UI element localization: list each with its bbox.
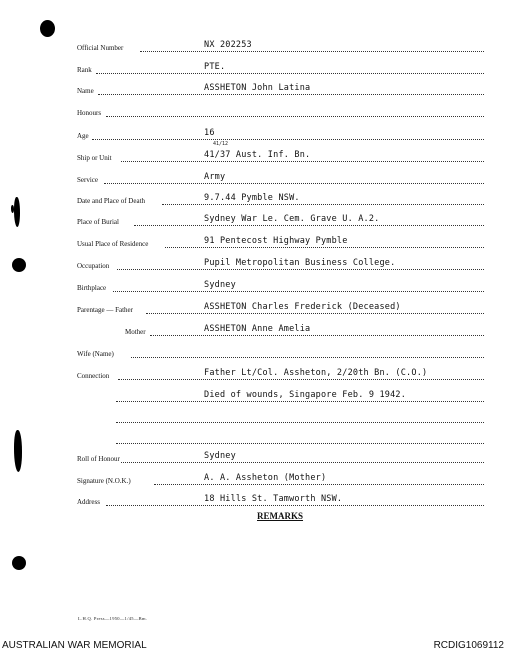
ship-or-unit-row	[0, 141, 508, 164]
ship-or-unit-value: 41/37 Aust. Inf. Bn.	[204, 150, 311, 160]
service-label: Service	[77, 176, 98, 184]
mother-label: Mother	[125, 328, 146, 336]
occupation-label: Occupation	[77, 262, 110, 270]
birthplace-label: Birthplace	[77, 284, 107, 292]
father-row	[0, 300, 508, 316]
official-number-label: Official Number	[77, 44, 124, 52]
printer-imprint: L.H.Q. Press—1950—1/45—Bm.	[78, 616, 148, 621]
wife-row	[0, 344, 508, 360]
age-label: Age	[77, 132, 89, 140]
signature-row	[0, 471, 508, 487]
date-place-death-value: 9.7.44 Pymble NSW.	[204, 193, 300, 203]
record-id: RCDIG1069112	[433, 640, 504, 651]
connection-value: Father Lt/Col. Assheton, 2/20th Bn. (C.O.)	[204, 368, 428, 378]
place-of-burial-row	[0, 212, 508, 228]
connection-row	[0, 366, 508, 382]
roll-of-honour-row	[0, 449, 508, 465]
occupation-row	[0, 256, 508, 272]
archive-footer	[0, 638, 508, 654]
service-row	[0, 170, 508, 186]
age-value: 16	[204, 128, 215, 138]
remarks-heading: REMARKS	[257, 511, 304, 521]
address-row	[0, 492, 508, 508]
ship-or-unit-label: Ship or Unit	[77, 154, 112, 162]
date-place-death-row	[0, 191, 508, 207]
archive-name: AUSTRALIAN WAR MEMORIAL	[2, 640, 147, 651]
date-place-death-label: Date and Place of Death	[77, 197, 146, 205]
connection-value-2: Died of wounds, Singapore Feb. 9 1942.	[204, 390, 407, 400]
father-value: ASSHETON Charles Frederick (Deceased)	[204, 302, 401, 312]
mother-value: ASSHETON Anne Amelia	[204, 324, 311, 334]
roll-of-honour-label: Roll of Honour	[77, 455, 120, 463]
usual-residence-label: Usual Place of Residence	[77, 240, 149, 248]
address-value: 18 Hills St. Tamworth NSW.	[204, 494, 343, 504]
connection-row-4	[0, 430, 508, 446]
father-label: Parentage — Father	[77, 306, 133, 314]
signature-value: A. A. Assheton (Mother)	[204, 473, 327, 483]
place-of-burial-value: Sydney War Le. Cem. Grave U. A.2.	[204, 214, 380, 224]
mother-row	[0, 322, 508, 338]
punch-hole-top	[40, 20, 55, 37]
honours-row	[0, 103, 508, 119]
rank-value: PTE.	[204, 62, 226, 72]
connection-row-3	[0, 409, 508, 425]
name-row	[0, 81, 508, 97]
age-row	[0, 126, 508, 142]
birthplace-row	[0, 278, 508, 294]
official-number-row	[0, 38, 508, 54]
punch-hole-bottom	[12, 556, 26, 570]
place-of-burial-label: Place of Burial	[77, 218, 119, 226]
birthplace-value: Sydney	[204, 280, 236, 290]
rank-row	[0, 60, 508, 76]
honours-label: Honours	[77, 109, 102, 117]
wife-label: Wife (Name)	[77, 350, 114, 358]
name-value: ASSHETON John Latina	[204, 83, 311, 93]
official-number-value: NX 202253	[204, 40, 252, 50]
occupation-value: Pupil Metropolitan Business College.	[204, 258, 396, 268]
roll-of-honour-value: Sydney	[204, 451, 236, 461]
address-label: Address	[77, 498, 100, 506]
rank-label: Rank	[77, 66, 92, 74]
ship-or-unit-amendment: 41/12	[213, 141, 229, 147]
service-value: Army	[204, 172, 226, 182]
name-label: Name	[77, 87, 94, 95]
connection-label: Connection	[77, 372, 110, 380]
usual-residence-value: 91 Pentecost Highway Pymble	[204, 236, 348, 246]
usual-residence-row	[0, 234, 508, 250]
connection-row-2	[0, 388, 508, 404]
signature-label: Signature (N.O.K.)	[77, 477, 131, 485]
